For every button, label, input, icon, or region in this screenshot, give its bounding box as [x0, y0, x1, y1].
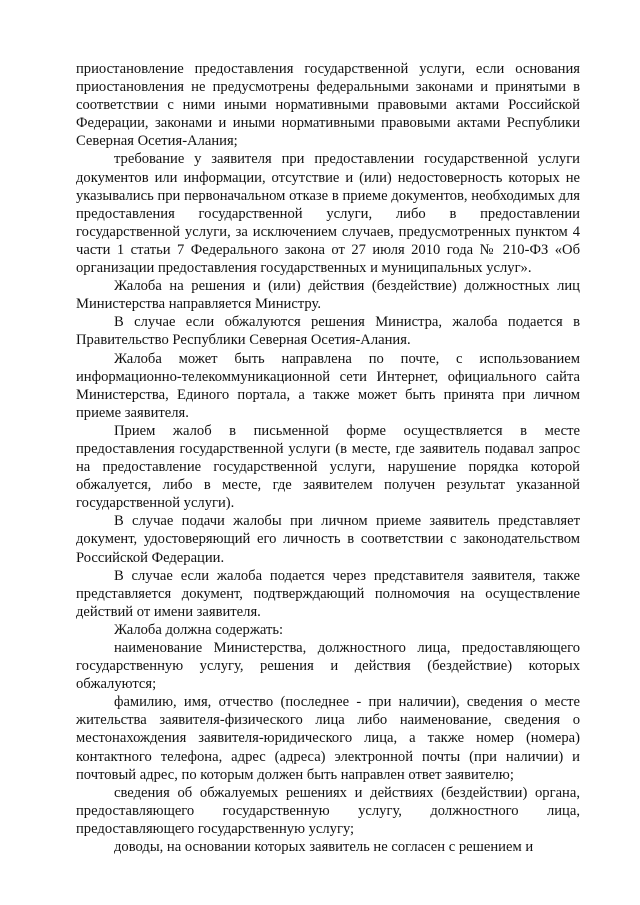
paragraph-suspension-grounds: приостановление предоставления государственной услуги, если основания приостановления не предусмотрены федеральными законами и принятыми в соответствии с ними иными нормативными правовыми актами Российской Федерации, законами и иными нормативными правовыми актами Республики Северная Осетия-Алания; [76, 61, 580, 150]
paragraph-contents-ministry-name: наименование Министерства, должностного лица, предоставляющего государственную услугу, решения и действия (бездействие) которых обжалуются; [76, 640, 580, 693]
paragraph-written-acceptance: Прием жалоб в письменной форме осуществляется в месте предоставления государственной услуги (в месте, где заявитель подавал запрос на предоставление государственной услуги, нарушение порядка которой обжалуется, либо в месте, где заявителем получен результат указанной государственной услуги). [76, 422, 580, 512]
paragraph-complaint-to-minister: Жалоба на решения и (или) действия (бездействие) должностных лиц Министерства направляется Министру. [76, 278, 580, 313]
paragraph-contents-applicant-details: фамилию, имя, отчество (последнее - при наличии), сведения о месте жительства заявителя-физического лица либо наименование, сведения о местонахождения заявителя-юридического лица, а также номер (номера) контактного телефона, адрес (адреса) электронной почты (при наличии) и почтовый адрес, по которым должен быть направлен ответ заявителю; [76, 694, 580, 783]
paragraph-document-requirement: требование у заявителя при предоставлении государственной услуги документов или информации, отсутствие и (или) недостоверность которых не указывались при первоначальном отказе в приеме документов, необходимых для предоставления государственной услуги, либо в предоставлении государственной услуги, за исключением случаев, предусмотренных пунктом 4 части 1 статьи 7 Федерального закона от 27 июля 2010 года № 210-ФЗ «Об организации предоставления государственных и муниципальных услуг». [76, 151, 580, 277]
paragraph-submission-channels: Жалоба может быть направлена по почте, с использованием информационно-телекоммуникационной сети Интернет, официального сайта Министерства, Единого портала, а также может быть принята при личном приеме заявителя. [76, 350, 580, 421]
paragraph-representative-authority: В случае если жалоба подается через представителя заявителя, также представляется документ, подтверждающий полномочия на осуществление действий от имени заявителя. [76, 567, 580, 620]
paragraph-contents-appealed-decisions: сведения об обжалуемых решениях и действиях (бездействии) органа, предоставляющего государственную услугу, должностного лица, предоставляющего государственную услугу; [76, 784, 580, 837]
paragraph-identity-document: В случае подачи жалобы при личном приеме заявитель представляет документ, удостоверяющий его личность в соответствии с законодательством Российской Федерации. [76, 513, 580, 566]
document-body [76, 60, 580, 856]
paragraph-complaint-contents-heading: Жалоба должна содержать: [114, 621, 284, 638]
paragraph-complaint-to-government: В случае если обжалуются решения Министра, жалоба подается в Правительство Республики Северная Осетия-Алания. [76, 314, 580, 349]
paragraph-contents-arguments: доводы, на основании которых заявитель не согласен с решением и [114, 839, 534, 856]
